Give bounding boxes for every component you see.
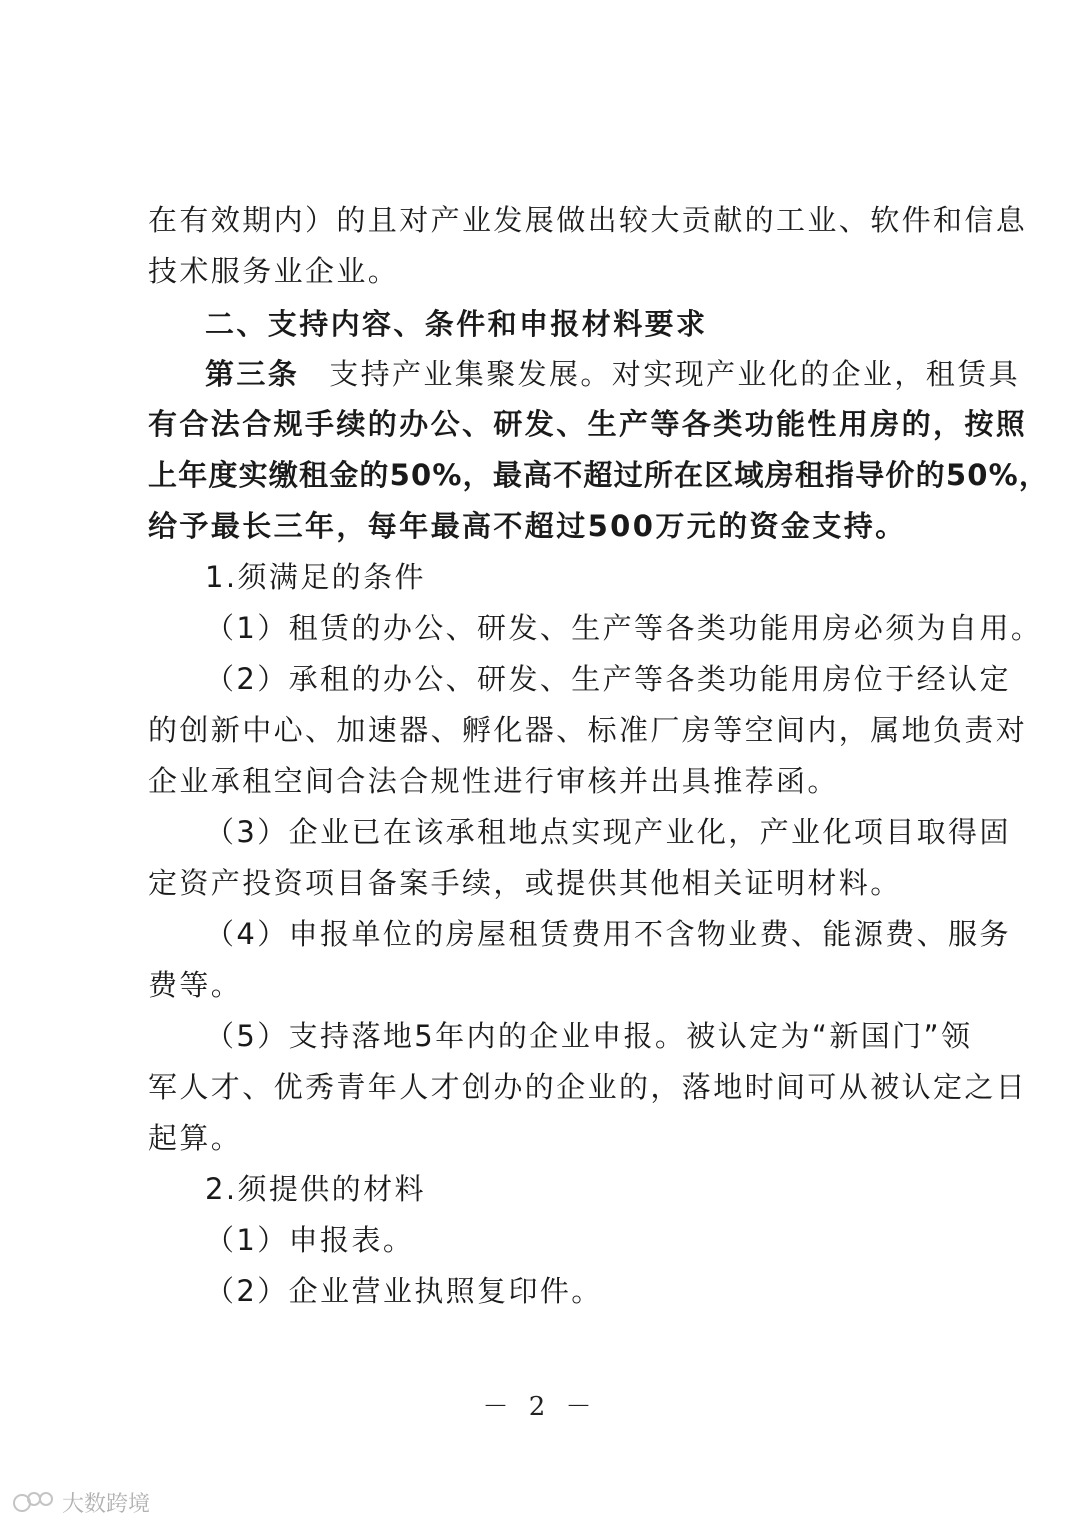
list-item: （2）承租的办公、研发、生产等各类功能用房位于经认定 [205, 662, 1011, 696]
paragraph-line: 有合法合规手续的办公、研发、生产等各类功能性用房的，按照 [148, 407, 1028, 441]
article-line [205, 348, 1080, 400]
paragraph-line: 企业承租空间合法合规性进行审核并出具推荐函。 [148, 764, 839, 798]
article-label: 第三条 [205, 357, 300, 391]
paragraph-line: 在有效期内）的且对产业发展做出较大贡献的工业、软件和信息 [148, 203, 1028, 237]
list-item: （1）申报表。 [205, 1223, 415, 1257]
article-text: 支持产业集聚发展。对实现产业化的企业，租赁具 [329, 357, 1021, 391]
list-item: （3）企业已在该承租地点实现产业化，产业化项目取得固 [205, 815, 1011, 849]
list-item: （4）申报单位的房屋租赁费用不含物业费、能源费、服务 [205, 917, 1011, 951]
subsection-title: 2.须提供的材料 [205, 1172, 426, 1206]
paragraph-line: 给予最长三年，每年最高不超过500万元的资金支持。 [148, 509, 907, 543]
paragraph-line: 费等。 [148, 968, 243, 1002]
watermark [12, 1488, 150, 1516]
paragraph-line: 技术服务业企业。 [148, 254, 400, 288]
paragraph-line: 定资产投资项目备案手续，或提供其他相关证明材料。 [148, 866, 902, 900]
page-number: － 2 － [482, 1392, 598, 1422]
paragraph-line: 上年度实缴租金的50%，最高不超过所在区域房租指导价的50%， [148, 458, 1050, 492]
paragraph-line: 起算。 [148, 1121, 243, 1155]
watermark-text: 大数跨境 [62, 1491, 151, 1517]
section-heading: 二、支持内容、条件和申报材料要求 [205, 307, 708, 341]
paragraph-line: 军人才、优秀青年人才创办的企业的，落地时间可从被认定之日 [148, 1070, 1028, 1104]
list-item: （2）企业营业执照复印件。 [205, 1274, 603, 1308]
subsection-title: 1.须满足的条件 [205, 560, 426, 594]
paragraph-line: 的创新中心、加速器、孵化器、标准厂房等空间内，属地负责对 [148, 713, 1028, 747]
list-item: （1）租赁的办公、研发、生产等各类功能用房必须为自用。 [205, 611, 1043, 645]
watermark-logo-icon [12, 1490, 56, 1514]
list-item: （5）支持落地5年内的企业申报。被认定为“新国门”领 [205, 1019, 973, 1053]
